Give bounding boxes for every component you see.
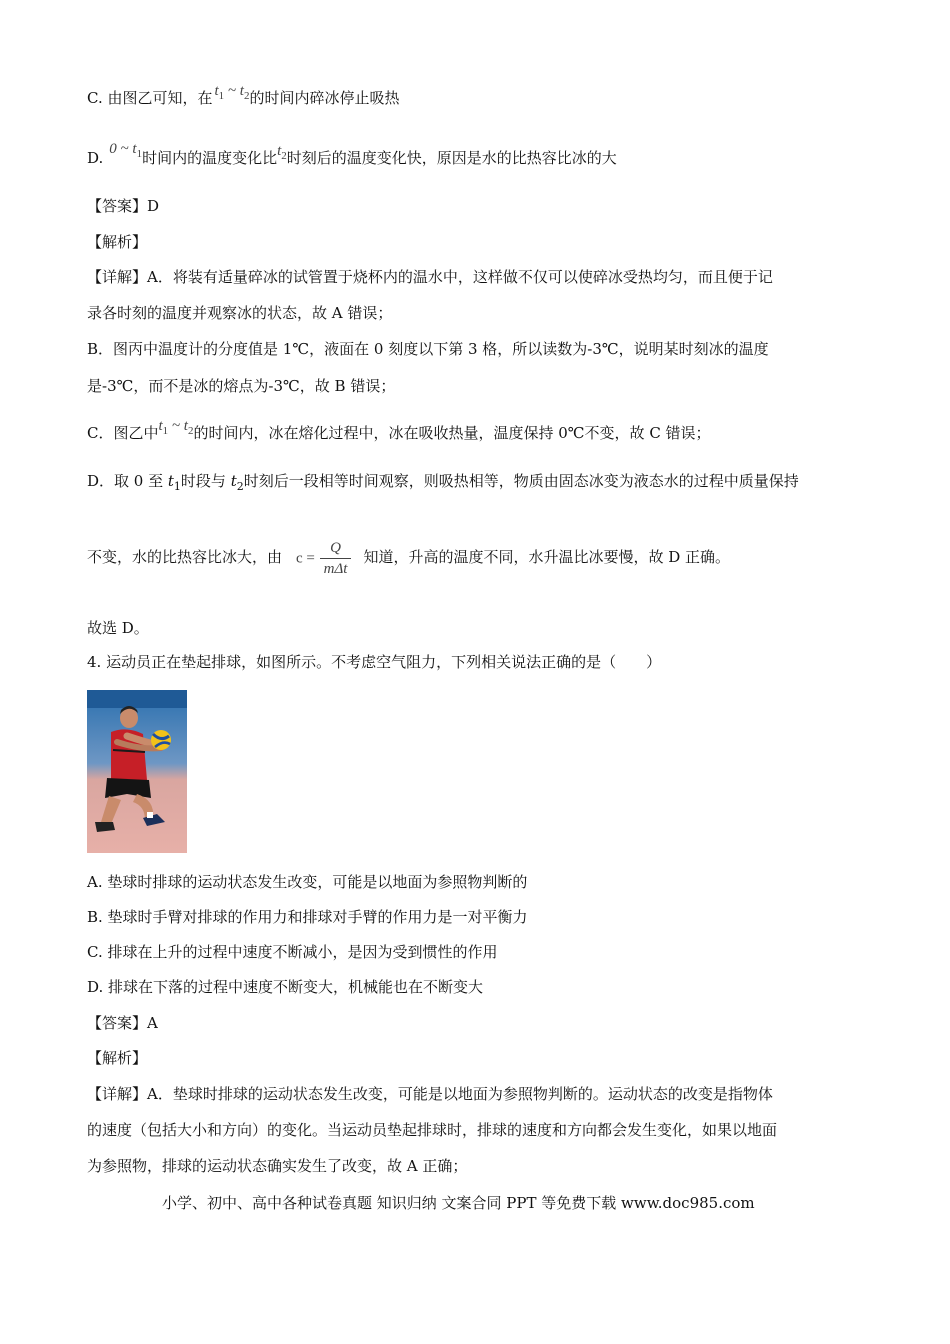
detail-3-c-text: C．图乙中 <box>87 424 159 442</box>
detail-3-c-line <box>87 418 711 449</box>
detail-3-d-text-c: 时刻后一段相等时间观察，则吸热相等，物质由固态冰变为液态水的过程中质量保持 <box>243 472 799 490</box>
analysis-4: 【解析】 <box>87 1049 148 1067</box>
option-d-text: 时间内的温度变化比 <box>142 149 278 167</box>
answer-3: 【答案】D <box>87 197 160 215</box>
var-t2: $t_2$ <box>230 472 244 493</box>
detail-3-b-line2: 是-3℃，而不是冰的熔点为-3℃，故 B 错误； <box>87 377 396 395</box>
math-0-t1: 0 ~ $t_1$ <box>109 141 143 160</box>
detail-3-d2-text: 不变，水的比热容比冰大，由 <box>87 548 283 566</box>
detail-3-a-line2: 录各时刻的温度并观察冰的状态，故 A 错误； <box>87 304 393 322</box>
option-c-text: C. 由图乙可知，在 <box>87 89 213 107</box>
detail-3-d-line1 <box>87 471 799 497</box>
detail-3-d-text-a: D．取 0 至 <box>87 472 168 490</box>
question-4-option-b: B. 垫球时手臂对排球的作用力和排球对手臂的作用力是一对平衡力 <box>87 908 528 926</box>
var-t1: $t_1$ <box>167 472 181 493</box>
option-c-line <box>87 83 400 114</box>
answer-4: 【答案】A <box>87 1014 158 1032</box>
option-d-line <box>87 141 617 174</box>
option-d-text-end: 时刻后的温度变化快，原因是水的比热容比冰的大 <box>286 149 617 167</box>
question-4-option-d: D. 排球在下落的过程中速度不断变大，机械能也在不断变大 <box>87 978 484 996</box>
option-d-label: D. <box>87 149 104 167</box>
detail-3-a-line1: 【详解】A．将装有适量碎冰的试管置于烧杯内的温水中，这样做不仅可以使碎冰受热均匀，而且便于记 <box>87 268 773 286</box>
question-4-option-c: C. 排球在上升的过程中速度不断减小，是因为受到惯性的作用 <box>87 943 498 961</box>
detail-3-d-text-b: 时段与 <box>180 472 231 490</box>
specific-heat-formula: c = $\frac{Q}{\text{mΔt}}$ <box>296 538 351 579</box>
detail-4-line1: 【详解】A．垫球时排球的运动状态发生改变，可能是以地面为参照物判断的。运动状态的改变是指物体 <box>87 1085 773 1103</box>
question-4: 4. 运动员正在垫起排球，如图所示。不考虑空气阻力，下列相关说法正确的是（ ） <box>87 653 662 671</box>
analysis-3: 【解析】 <box>87 233 148 251</box>
detail-3-d2-text-end: 知道，升高的温度不同，水升温比冰要慢，故 D 正确。 <box>363 548 731 566</box>
volleyball-player-photo <box>87 690 187 853</box>
detail-3-b-line1: B．图丙中温度计的分度值是 1℃，液面在 0 刻度以下第 3 格，所以读数为-3℃，说明某时刻冰的温度 <box>87 340 769 358</box>
math-t2: $t_2$ <box>277 143 287 162</box>
question-4-option-a: A. 垫球时排球的运动状态发生改变，可能是以地面为参照物判断的 <box>87 873 528 891</box>
page-footer: 小学、初中、高中各种试卷真题 知识归纳 文案合同 PPT 等免费下载 www.doc985.com <box>162 1194 755 1212</box>
detail-4-line3: 为参照物，排球的运动状态确实发生了改变，故 A 正确； <box>87 1157 468 1175</box>
option-c-text-end: 的时间内碎冰停止吸热 <box>249 89 400 107</box>
detail-3-d-line2 <box>87 532 730 582</box>
detail-3-c-text-end: 的时间内，冰在熔化过程中，冰在吸收热量，温度保持 0℃不变，故 C 错误； <box>193 424 711 442</box>
detail-4-line2: 的速度（包括大小和方向）的变化。当运动员垫起排球时，排球的速度和方向都会发生变化，如果以地面 <box>87 1121 778 1139</box>
math-t1-t2-detail: $t_1$ ~ $t_2$ <box>158 418 194 437</box>
math-t1-t2: $t_1$ ~ $t_2$ <box>214 83 250 102</box>
choose-3: 故选 D。 <box>87 619 149 637</box>
